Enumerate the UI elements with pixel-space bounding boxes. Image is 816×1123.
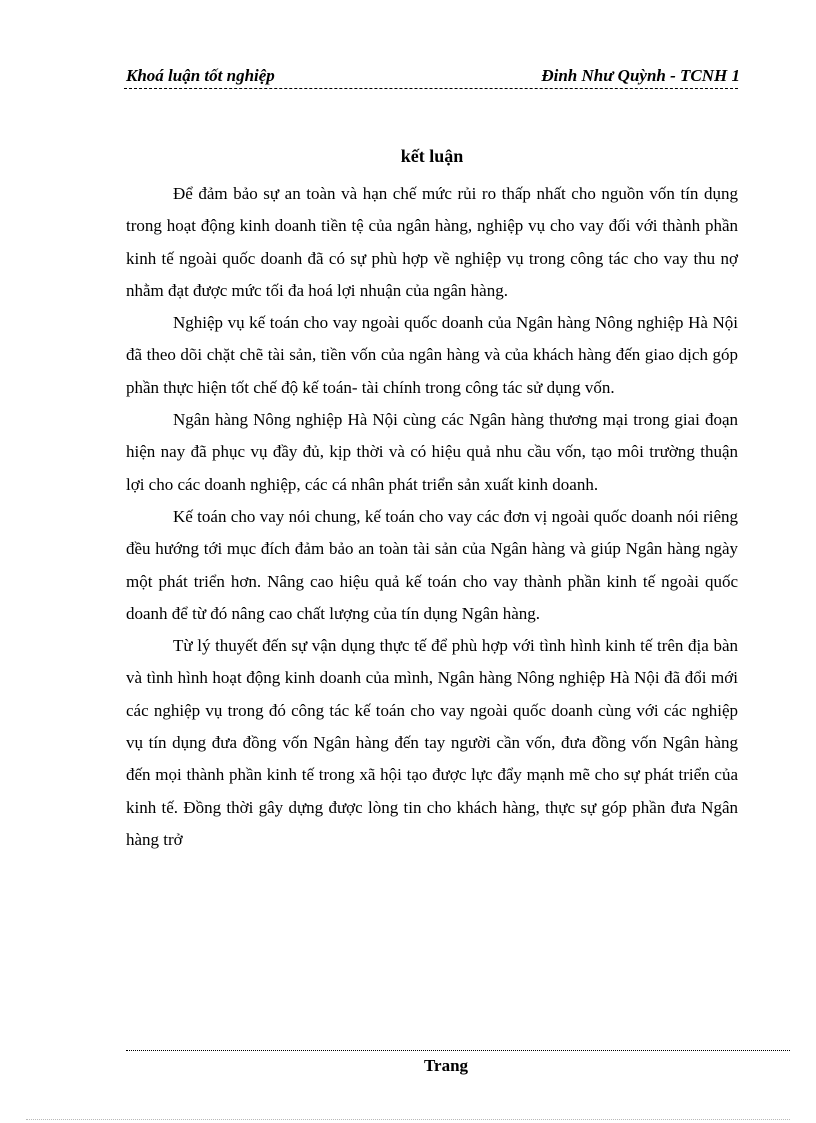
page-footer: Trang [423,1056,469,1075]
page-bottom-edge [26,1119,790,1120]
header-divider [124,88,738,89]
paragraph-3: Ngân hàng Nông nghiệp Hà Nội cùng các Ngân hàng thương mại trong giai đoạn hiện nay đã phục vụ đầy đủ, kịp thời và có hiệu quả nhu cầu vốn, tạo môi trường thuận lợi cho các doanh nghiệp, các cá nhân phát triển sản xuất kinh doanh. [126,410,738,494]
body-text [126,178,738,856]
paragraph-5: Từ lý thuyết đến sự vận dụng thực tế để phù hợp với tình hình kinh tế trên địa bàn và tình hình hoạt động kinh doanh của mình, Ngân hàng Nông nghiệp Hà Nội đã đổi mới các nghiệp vụ trong đó công tác kế toán cho vay ngoài quốc doanh cùng với các nghiệp vụ tín dụng đưa đồng vốn Ngân hàng đến tay người cần vốn, đưa đồng vốn Ngân hàng đến mọi thành phần kinh tế trong xã hội tạo được lực đẩy mạnh mẽ cho sự phát triển của kinh tế. Đồng thời gây dựng được lòng tin cho khách hàng, thực sự góp phần đưa Ngân hàng trở [126,636,738,849]
header-thesis-title: Khoá luận tốt nghiệp [126,66,275,85]
footer-divider [126,1050,790,1051]
paragraph-4: Kế toán cho vay nói chung, kế toán cho vay các đơn vị ngoài quốc doanh nói riêng đều hướng tới mục đích đảm bảo an toàn tài sản của Ngân hàng và giúp Ngân hàng ngày một phát triển hơn. Nâng cao hiệu quả kế toán cho vay thành phần kinh tế ngoài quốc doanh để từ đó nâng cao chất lượng của tín dụng Ngân hàng. [126,506,738,623]
paragraph-2: Nghiệp vụ kế toán cho vay ngoài quốc doanh của Ngân hàng Nông nghiệp Hà Nội đã theo dõi chặt chẽ tài sản, tiền vốn của ngân hàng và của khách hàng đến giao dịch góp phần thực hiện tốt chế độ kế toán- tài chính trong công tác sử dụng vốn. [126,313,738,397]
header-author: Đinh Như Quỳnh - TCNH 1 [541,66,740,85]
paragraph-1: Để đảm bảo sự an toàn và hạn chế mức rủi ro thấp nhất cho nguồn vốn tín dụng trong hoạt động kinh doanh tiền tệ của ngân hàng, nghiệp vụ cho vay đối với thành phần kinh tế ngoài quốc doanh đã có sự phù hợp về nghiệp vụ trong công tác cho vay thu nợ nhằm đạt được mức tối đa hoá lợi nhuận của ngân hàng. [126,184,738,300]
section-title: kết luận [400,146,464,166]
